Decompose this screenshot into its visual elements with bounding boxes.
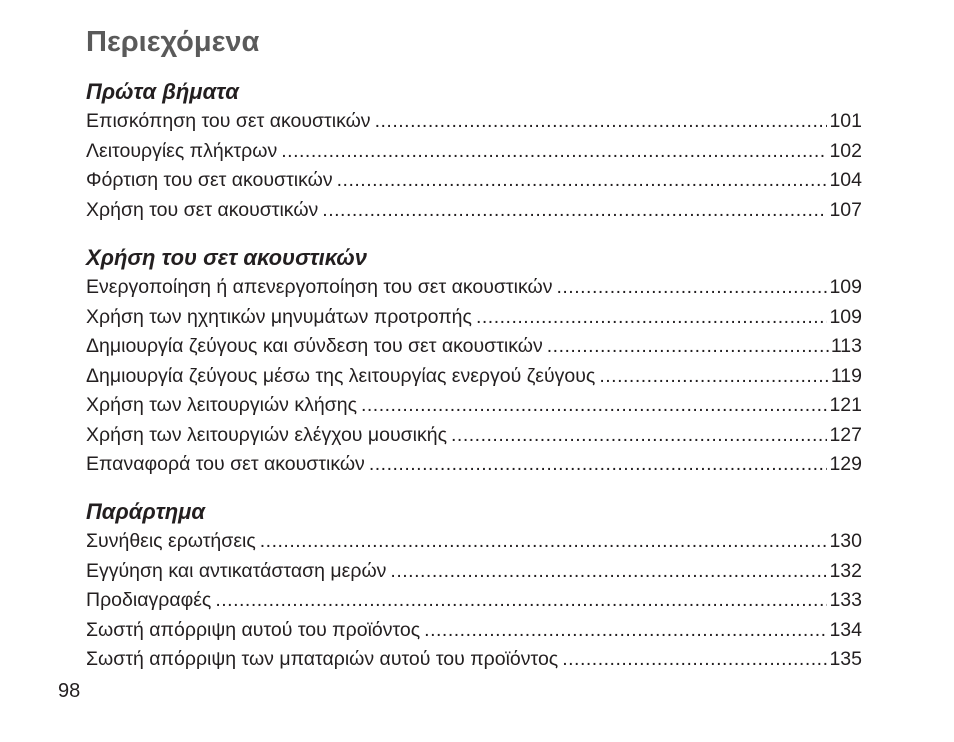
toc-entry-page: 129: [829, 453, 862, 475]
toc-entry-title: Επισκόπηση του σετ ακουστικών: [86, 110, 371, 132]
toc-entry-page: 121: [829, 394, 862, 416]
toc-entry-title: Ενεργοποίηση ή απενεργοποίηση του σετ ακουστικών: [86, 276, 553, 298]
toc-entry-title: Δημιουργία ζεύγους μέσω της λειτουργίας ενεργού ζεύγους: [86, 364, 596, 387]
toc-entry-page: 134: [829, 618, 862, 641]
dot-leader: [451, 421, 827, 451]
toc-entry-title: Συνήθεις ερωτήσεις: [86, 530, 256, 552]
toc-entry-page: 127: [829, 423, 862, 446]
toc-entry-page: 130: [829, 530, 862, 552]
toc-entry-page: 109: [829, 276, 862, 298]
dot-leader: [547, 332, 829, 362]
toc-entry[interactable]: [86, 166, 862, 196]
page-number: 98: [58, 680, 81, 702]
toc-entry[interactable]: [86, 332, 862, 362]
dot-leader: [562, 645, 827, 675]
dot-leader: [424, 616, 827, 646]
toc-entry-page: 104: [829, 169, 862, 191]
toc-entry[interactable]: [86, 137, 862, 167]
toc-entry[interactable]: [86, 107, 862, 137]
toc-entry[interactable]: [86, 586, 862, 616]
section-heading: Χρήση του σετ ακουστικών: [86, 245, 367, 270]
toc-entry[interactable]: [86, 616, 862, 646]
toc-entry-title: Χρήση των λειτουργιών κλήσης: [86, 394, 357, 416]
dot-leader: [390, 557, 827, 587]
toc-entry-page: 101: [829, 110, 862, 132]
toc-entry-page: 133: [829, 589, 862, 611]
toc-entry-title: Προδιαγραφές: [86, 589, 212, 611]
dot-leader: [281, 137, 827, 167]
toc-entry[interactable]: [86, 450, 862, 480]
dot-leader: [215, 586, 827, 616]
dot-leader: [375, 107, 828, 137]
toc-entry[interactable]: [86, 557, 862, 587]
section-heading: Παράρτημα: [86, 499, 206, 524]
dot-leader: [556, 273, 827, 303]
toc-entry-title: Δημιουργία ζεύγους και σύνδεση του σετ ακουστικών: [86, 335, 543, 357]
dot-leader: [337, 166, 828, 196]
toc-entry-page: 102: [829, 139, 862, 162]
section-heading: Πρώτα βήματα: [86, 79, 239, 104]
toc-entry[interactable]: [86, 391, 862, 421]
toc-entry[interactable]: [86, 645, 862, 675]
toc-entry-page: 135: [829, 648, 862, 670]
toc-section-using-headset: [86, 243, 862, 480]
dot-leader: [369, 450, 828, 480]
toc-entry[interactable]: [86, 273, 862, 303]
toc-entry[interactable]: [86, 527, 862, 557]
dot-leader: [599, 362, 829, 392]
toc-entry-page: 107: [829, 198, 862, 221]
toc-entry-page: 132: [829, 559, 862, 582]
page-title: Περιεχόμενα: [86, 26, 260, 58]
dot-leader: [322, 196, 827, 226]
dot-leader: [361, 391, 827, 421]
toc-entry[interactable]: [86, 362, 862, 392]
toc-entry-page: 113: [830, 335, 862, 357]
dot-leader: [260, 527, 828, 557]
toc-entry-page: 109: [829, 305, 862, 328]
toc-entry-title: Επαναφορά του σετ ακουστικών: [86, 453, 365, 475]
toc-entry-title: Σωστή απόρριψη των μπαταριών αυτού του προϊόντος: [86, 648, 559, 670]
toc-entry[interactable]: [86, 196, 862, 226]
toc-entry[interactable]: [86, 421, 862, 451]
toc-entry-title: Σωστή απόρριψη αυτού του προϊόντος: [86, 618, 421, 641]
toc-entry-title: Λειτουργίες πλήκτρων: [86, 139, 278, 162]
toc-entry[interactable]: [86, 303, 862, 333]
toc-section-appendix: [86, 497, 862, 675]
toc-section-getting-started: [86, 77, 862, 225]
toc-entry-title: Εγγύηση και αντικατάσταση μερών: [86, 559, 387, 582]
toc-entry-title: Χρήση του σετ ακουστικών: [86, 198, 319, 221]
toc-entry-page: 119: [830, 364, 862, 387]
dot-leader: [476, 303, 828, 333]
toc-entry-title: Φόρτιση του σετ ακουστικών: [86, 169, 333, 191]
toc-entry-title: Χρήση των ηχητικών μηνυμάτων προτροπής: [86, 305, 472, 328]
toc-entry-title: Χρήση των λειτουργιών ελέγχου μουσικής: [86, 423, 447, 446]
